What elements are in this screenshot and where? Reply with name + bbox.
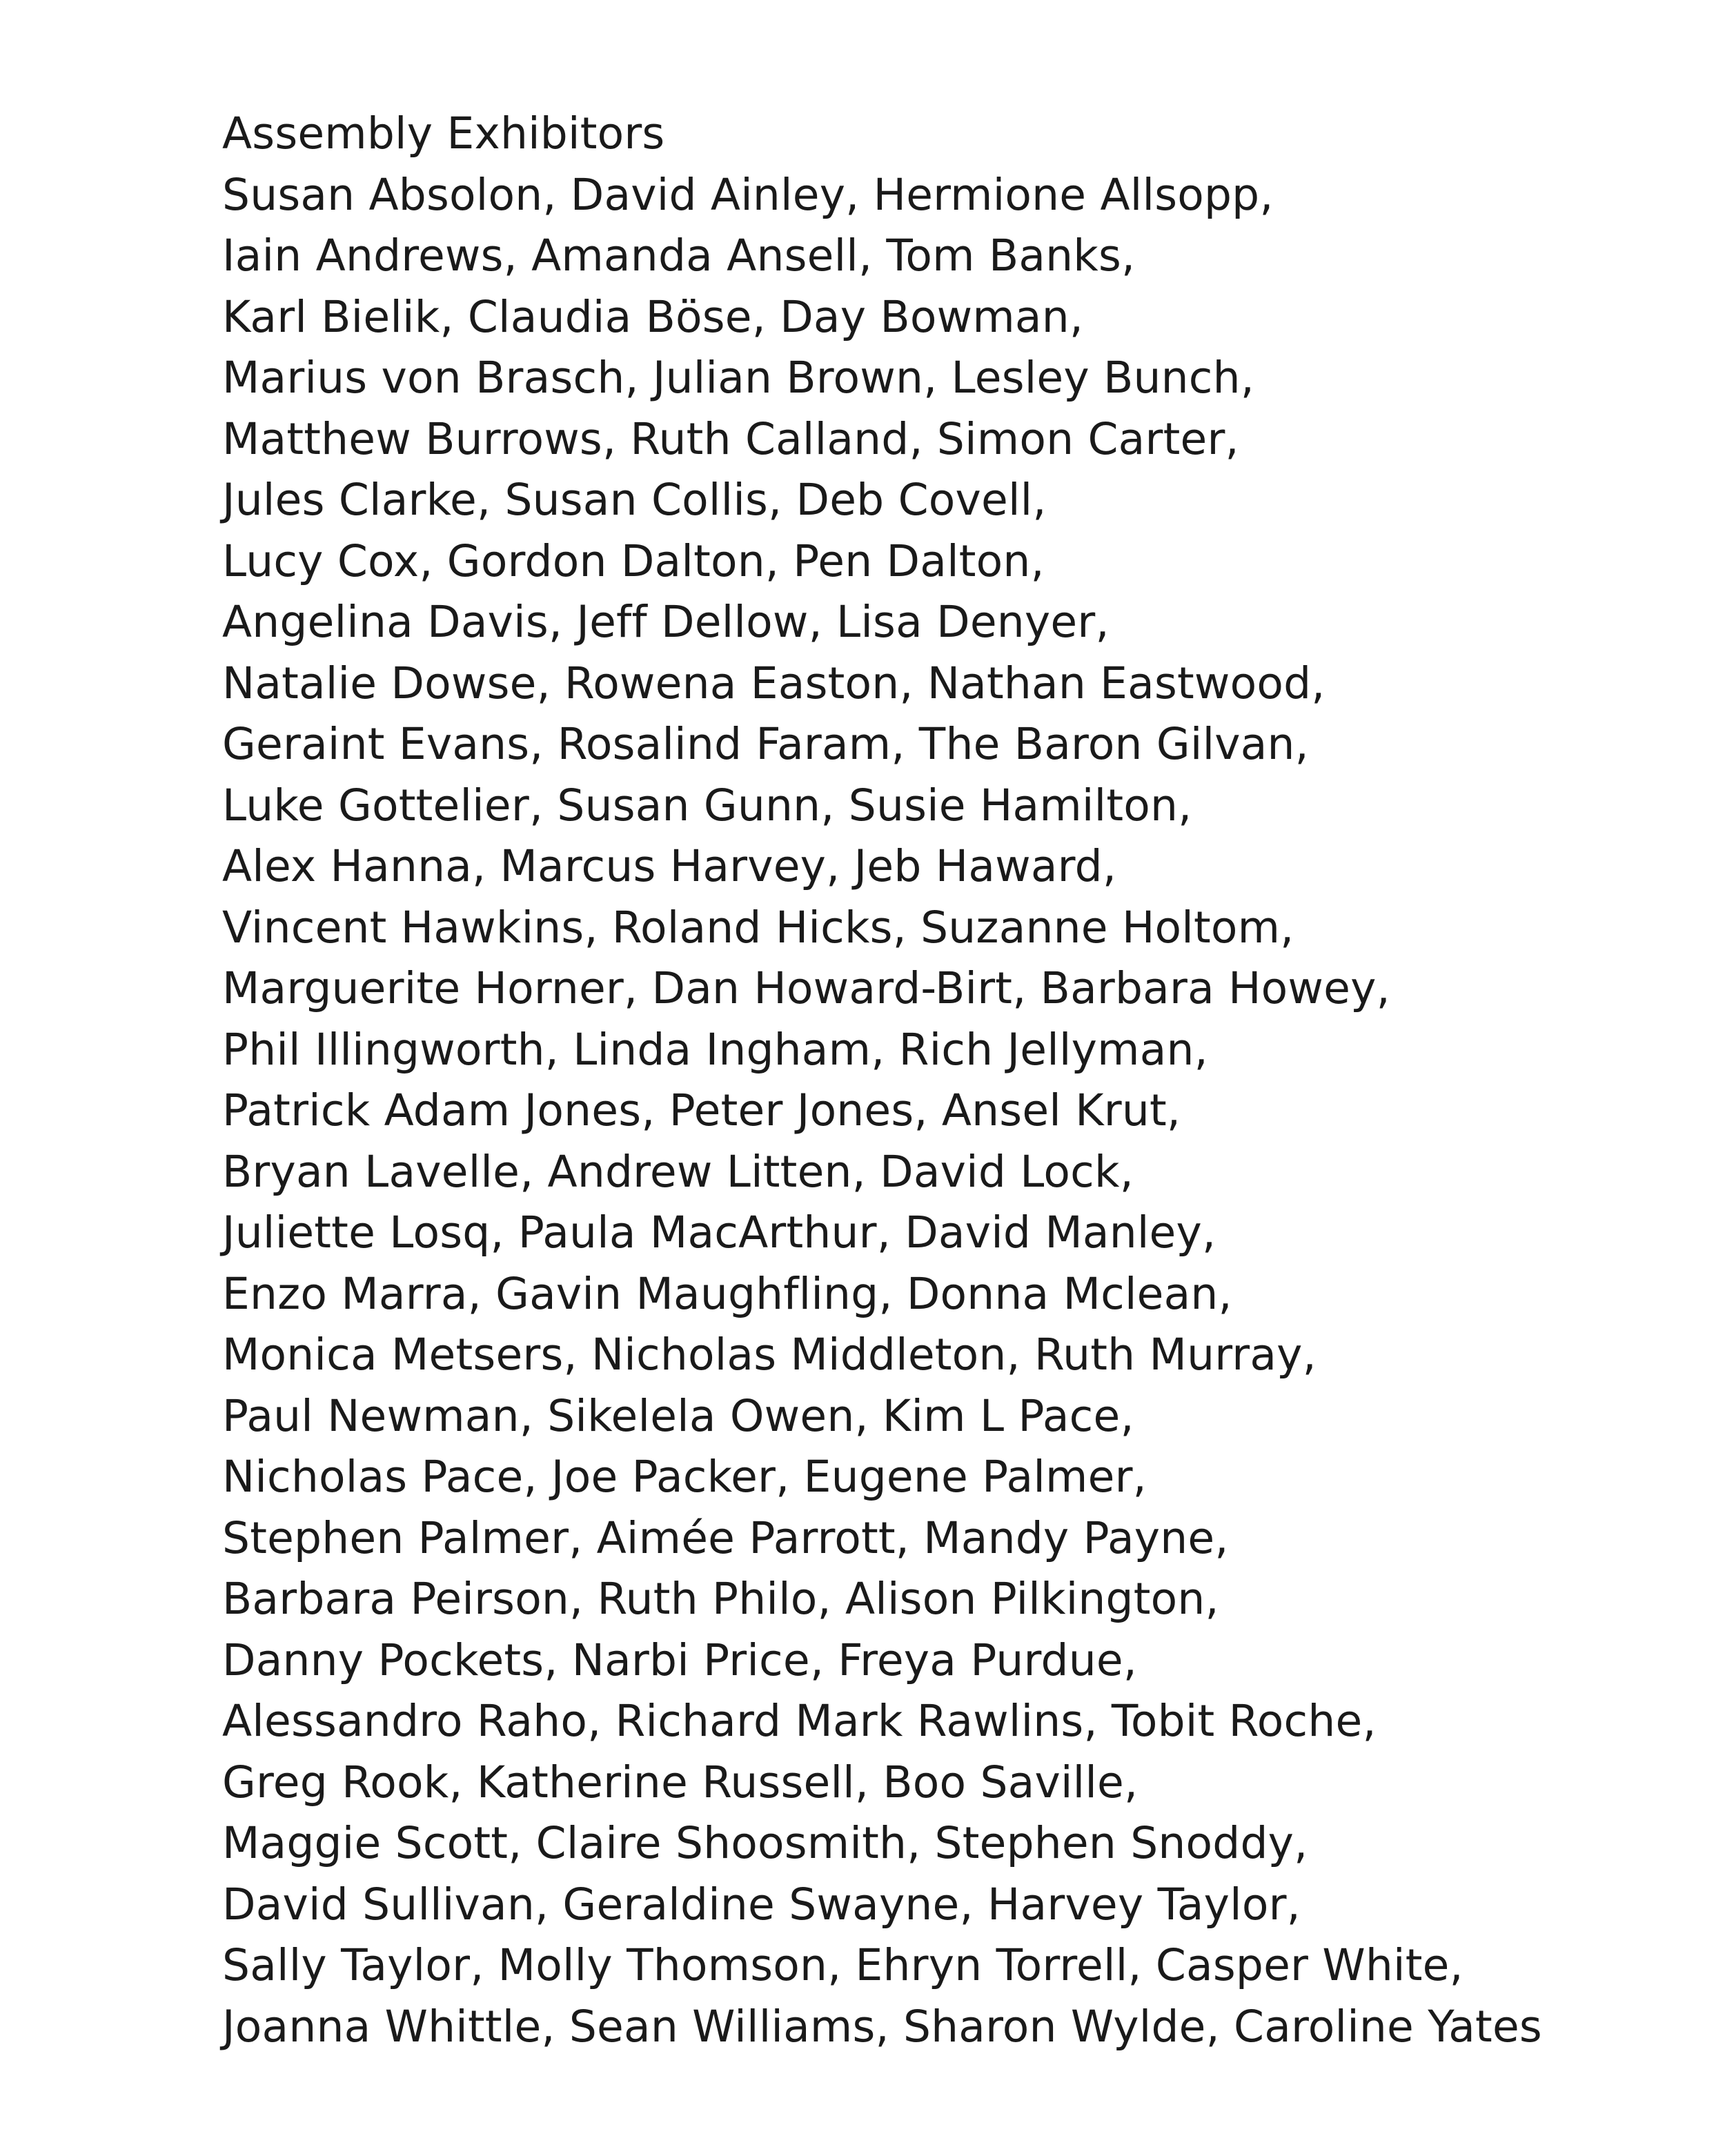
exhibitor-line: Maggie Scott, Claire Shoosmith, Stephen Snoddy, xyxy=(222,1818,1308,1868)
exhibitor-line: Bryan Lavelle, Andrew Litten, David Lock, xyxy=(222,1146,1134,1197)
exhibitor-line: Karl Bielik, Claudia Böse, Day Bowman, xyxy=(222,291,1084,342)
exhibitor-line: Lucy Cox, Gordon Dalton, Pen Dalton, xyxy=(222,535,1045,586)
exhibitor-line: Iain Andrews, Amanda Ansell, Tom Banks, xyxy=(222,230,1136,281)
exhibitor-line: Phil Illingworth, Linda Ingham, Rich Jellyman, xyxy=(222,1024,1208,1075)
exhibitor-line: Paul Newman, Sikelela Owen, Kim L Pace, xyxy=(222,1390,1134,1441)
exhibitor-line: Barbara Peirson, Ruth Philo, Alison Pilkington, xyxy=(222,1574,1219,1624)
exhibitor-line: Alex Hanna, Marcus Harvey, Jeb Haward, xyxy=(222,841,1117,891)
exhibitor-line: Jules Clarke, Susan Collis, Deb Covell, xyxy=(222,475,1047,525)
exhibitor-line: Susan Absolon, David Ainley, Hermione Allsopp, xyxy=(222,169,1274,220)
exhibitor-line: Angelina Davis, Jeff Dellow, Lisa Denyer, xyxy=(222,597,1110,647)
exhibitor-line: Stephen Palmer, Aimée Parrott, Mandy Payne, xyxy=(222,1512,1229,1563)
exhibitor-line: Marius von Brasch, Julian Brown, Lesley Bunch, xyxy=(222,353,1254,403)
exhibitor-line: David Sullivan, Geraldine Swayne, Harvey Taylor, xyxy=(222,1879,1301,1930)
exhibitor-line: Enzo Marra, Gavin Maughfling, Donna Mclean, xyxy=(222,1268,1232,1319)
exhibitor-line: Sally Taylor, Molly Thomson, Ehryn Torrell, Casper White, xyxy=(222,1940,1463,1990)
list-heading: Assembly Exhibitors xyxy=(222,108,665,159)
exhibitor-line: Natalie Dowse, Rowena Easton, Nathan Eastwood, xyxy=(222,657,1325,709)
exhibitor-line: Alessandro Raho, Richard Mark Rawlins, Tobit Roche, xyxy=(222,1696,1377,1746)
exhibitor-list-document xyxy=(222,103,1699,2057)
exhibitor-line: Joanna Whittle, Sean Williams, Sharon Wylde, Caroline Yates xyxy=(222,2001,1542,2052)
exhibitor-line: Nicholas Pace, Joe Packer, Eugene Palmer, xyxy=(222,1452,1147,1502)
exhibitor-line: Geraint Evans, Rosalind Faram, The Baron Gilvan, xyxy=(222,719,1309,769)
exhibitor-line: Matthew Burrows, Ruth Calland, Simon Carter, xyxy=(222,413,1239,464)
exhibitor-line: Monica Metsers, Nicholas Middleton, Ruth Murray, xyxy=(222,1329,1317,1380)
exhibitor-line: Luke Gottelier, Susan Gunn, Susie Hamilton, xyxy=(222,780,1192,831)
exhibitor-line: Greg Rook, Katherine Russell, Boo Saville, xyxy=(222,1757,1138,1808)
exhibitor-line: Danny Pockets, Narbi Price, Freya Purdue, xyxy=(222,1634,1138,1685)
exhibitor-line: Marguerite Horner, Dan Howard-Birt, Barbara Howey, xyxy=(222,963,1390,1013)
exhibitor-line: Patrick Adam Jones, Peter Jones, Ansel Krut, xyxy=(222,1085,1181,1136)
exhibitor-line: Vincent Hawkins, Roland Hicks, Suzanne Holtom, xyxy=(222,902,1294,953)
exhibitor-names xyxy=(222,165,1699,2058)
exhibitor-line: Juliette Losq, Paula MacArthur, David Manley, xyxy=(222,1207,1216,1258)
